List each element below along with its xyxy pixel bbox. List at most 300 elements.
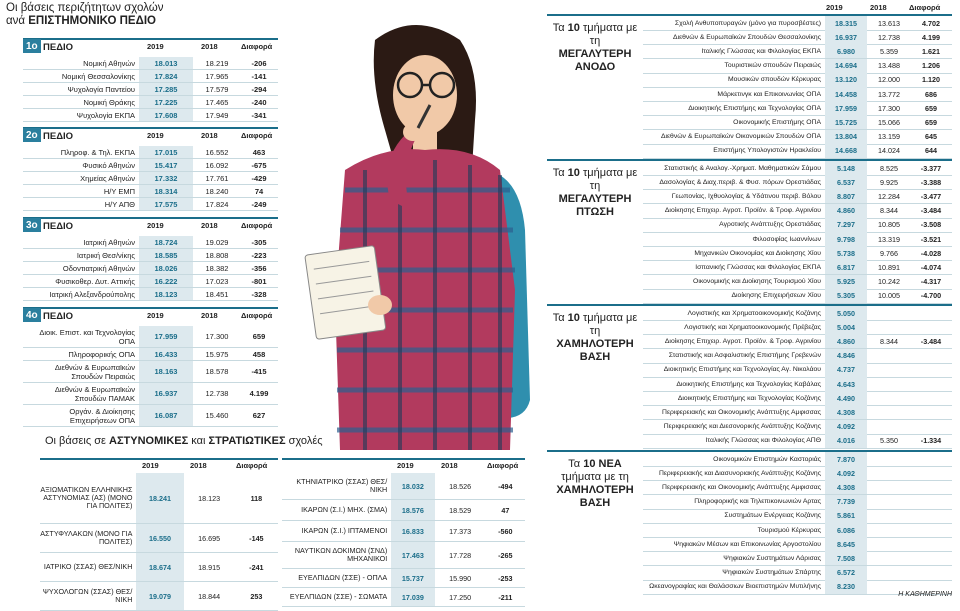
section-label-line1 bbox=[547, 458, 643, 484]
table-row bbox=[643, 260, 952, 275]
field-label: ΠΕΔΙΟ bbox=[43, 131, 74, 142]
col-diff-header: Διαφορά bbox=[241, 221, 273, 230]
score-2018: 12.738 bbox=[205, 389, 229, 398]
score-2018: 8.525 bbox=[880, 163, 898, 173]
table-row bbox=[643, 16, 952, 31]
score-2018: 8.344 bbox=[880, 336, 898, 346]
table-row bbox=[643, 289, 952, 304]
col-diff-header: Διαφορά bbox=[909, 3, 941, 12]
table-row bbox=[282, 521, 525, 542]
col-diff-header: Διαφορά bbox=[241, 42, 273, 51]
score-diff: 463 bbox=[252, 147, 266, 157]
col-diff-header: Διαφορά bbox=[241, 131, 273, 140]
section-label-b1: ΧΑΜΗΛΟΤΕΡΗ bbox=[556, 338, 634, 350]
police-header bbox=[40, 458, 278, 473]
table-row bbox=[23, 262, 278, 275]
score-2019: 9.798 bbox=[825, 232, 867, 246]
score-2019: 17.463 bbox=[391, 542, 434, 568]
score-diff: 686 bbox=[925, 89, 937, 99]
table-row bbox=[643, 334, 952, 349]
field-header bbox=[23, 127, 278, 146]
school-name: Οδοντιατρική Αθηνών bbox=[62, 263, 135, 273]
score-2018: 17.728 bbox=[449, 550, 472, 560]
table-row bbox=[23, 57, 278, 70]
score-diff: -675 bbox=[251, 160, 267, 170]
score-2019: 18.013 bbox=[139, 57, 193, 69]
field-header bbox=[23, 307, 278, 326]
score-2019: 16.222 bbox=[139, 275, 193, 287]
school-name: Αγροτικής Ανάπτυξης Ορεστιάδας bbox=[719, 221, 821, 229]
score-diff: -249 bbox=[251, 199, 267, 209]
score-2019: 17.959 bbox=[139, 326, 193, 347]
score-diff: 118 bbox=[250, 493, 263, 503]
school-name: Διεθνών & Ευρωπαϊκών Σπουδών Θεσσαλονίκης bbox=[673, 33, 821, 41]
score-2018: 10.891 bbox=[878, 262, 900, 272]
score-2019: 5.925 bbox=[825, 275, 867, 289]
score-2018: 13.488 bbox=[878, 61, 900, 71]
table-row bbox=[23, 236, 278, 249]
score-diff: -3.377 bbox=[920, 163, 942, 173]
score-2019: 4.737 bbox=[825, 363, 867, 377]
section-label bbox=[547, 458, 643, 510]
score-2019: 4.016 bbox=[825, 434, 867, 448]
score-2018: 17.949 bbox=[205, 110, 229, 120]
score-2019: 5.738 bbox=[825, 246, 867, 260]
school-name: Μηχανικών Οικονομίας και Διοίκησης Χίου bbox=[694, 249, 821, 257]
score-2018: 5.350 bbox=[880, 436, 898, 446]
score-diff: -3.508 bbox=[920, 220, 942, 230]
school-name: Ιατρική Αθηνών bbox=[83, 237, 135, 247]
table-row bbox=[643, 420, 952, 435]
score-2019: 16.937 bbox=[139, 383, 193, 404]
school-name: Γεωπονίας, Ιχθυολογίας & Υδάτινου περιβ. Βόλου bbox=[671, 192, 821, 200]
score-2018: 17.250 bbox=[449, 592, 472, 602]
table-row bbox=[23, 288, 278, 301]
score-2018: 16.552 bbox=[205, 147, 229, 157]
score-diff: 253 bbox=[250, 591, 263, 601]
school-name: Ισπανικής Γλώσσας και Φιλολογίας ΕΚΠΑ bbox=[695, 263, 821, 271]
table-row bbox=[282, 473, 525, 500]
score-2019: 15.725 bbox=[825, 115, 867, 129]
school-name: Η/Υ ΕΜΠ bbox=[103, 186, 135, 196]
score-diff: -3.477 bbox=[920, 191, 942, 201]
section-label-b1: ΜΕΓΑΛΥΤΕΡΗ bbox=[558, 193, 632, 205]
school-name: Λογιστικής και Χρηματοοικονομικής Κοζάνης bbox=[687, 309, 821, 317]
score-2019: 18.314 bbox=[139, 185, 193, 197]
score-diff: 47 bbox=[501, 505, 510, 515]
score-diff: -4.074 bbox=[920, 262, 942, 272]
score-2018: 17.300 bbox=[205, 332, 229, 341]
score-diff: 1.621 bbox=[922, 46, 940, 56]
score-diff: -141 bbox=[251, 71, 267, 81]
table-row bbox=[643, 59, 952, 74]
field-table bbox=[23, 307, 278, 427]
score-2019: 18.032 bbox=[391, 473, 434, 499]
score-2019: 4.092 bbox=[825, 420, 867, 434]
score-2019: 13.804 bbox=[825, 130, 867, 144]
score-2019: 6.980 bbox=[825, 44, 867, 58]
score-2019: 5.861 bbox=[825, 509, 867, 523]
score-diff: 659 bbox=[925, 117, 937, 127]
score-2018: 13.613 bbox=[878, 18, 900, 28]
table-row bbox=[643, 161, 952, 176]
police-title: Οι βάσεις σε ΑΣΤΥΝΟΜΙΚΕΣ και ΣΤΡΑΤΙΩΤΙΚΕΣ σχολές bbox=[45, 435, 323, 447]
col-2018-header: 2018 bbox=[201, 311, 218, 320]
score-2019: 6.572 bbox=[825, 566, 867, 580]
section-label-b1: ΧΑΜΗΛΟΤΕΡΗ bbox=[556, 484, 634, 496]
field-table bbox=[23, 217, 278, 301]
score-diff: -429 bbox=[251, 173, 267, 183]
score-2019: 7.508 bbox=[825, 551, 867, 565]
table-row bbox=[282, 542, 525, 569]
school-name: Διοικητικής Επιστήμης και Τεχνολογίας ΟΠΑ bbox=[688, 104, 821, 112]
col-2019-header: 2019 bbox=[397, 461, 414, 470]
school-name: Διοίκησης Επιχειρήσεων Χίου bbox=[731, 292, 821, 300]
table-row bbox=[40, 553, 278, 582]
school-name: Ωκεανογραφίας και Θαλάσσιων Βιοεπιστημών Μυτιλήνης bbox=[649, 583, 821, 591]
score-2019: 17.015 bbox=[139, 146, 193, 158]
score-2018: 18.915 bbox=[198, 562, 221, 572]
score-2019: 19.079 bbox=[136, 582, 183, 610]
score-2018: 18.844 bbox=[198, 591, 221, 601]
col-2019-header: 2019 bbox=[147, 131, 164, 140]
score-2018: 5.359 bbox=[880, 46, 898, 56]
col-diff-header: Διαφορά bbox=[487, 461, 519, 470]
score-diff: 659 bbox=[925, 103, 937, 113]
school-name: Περιφερειακής και Διεσονορικής Ανάπτυξης Κοζάνης bbox=[663, 423, 821, 431]
field-label: ΠΕΔΙΟ bbox=[43, 42, 74, 53]
score-2019: 8.807 bbox=[825, 189, 867, 203]
score-2018: 17.965 bbox=[205, 71, 229, 81]
section-label-pre: Τα bbox=[552, 312, 568, 324]
section-label-b2: ΒΑΣΗ bbox=[579, 497, 611, 509]
col-2019-header: 2019 bbox=[147, 311, 164, 320]
score-2019: 16.433 bbox=[139, 348, 193, 360]
score-2019: 18.026 bbox=[139, 262, 193, 274]
police-left-table bbox=[40, 458, 278, 611]
section-label-b2: ΠΤΩΣΗ bbox=[576, 206, 614, 218]
score-2018: 17.300 bbox=[878, 103, 900, 113]
school-name: Ψυχολογία Παντείου bbox=[67, 84, 135, 94]
score-diff: -145 bbox=[249, 533, 264, 543]
score-diff: 4.199 bbox=[922, 32, 940, 42]
score-diff: -1.334 bbox=[920, 436, 942, 446]
score-diff: -341 bbox=[251, 110, 267, 120]
score-2019: 15.737 bbox=[391, 569, 434, 587]
score-diff: 659 bbox=[252, 332, 266, 341]
score-2018: 13.319 bbox=[878, 234, 900, 244]
table-row bbox=[643, 275, 952, 290]
score-diff: 645 bbox=[925, 132, 937, 142]
score-2018: 15.990 bbox=[449, 573, 472, 583]
school-name: ΝΑΥΤΙΚΩΝ ΔΟΚΙΜΩΝ (ΣΝΔ) ΜΗΧΑΝΙΚΟΙ bbox=[294, 546, 388, 563]
table-row bbox=[643, 551, 952, 566]
score-2018: 16.092 bbox=[205, 160, 229, 170]
school-name: Οικονομικών Επιστημών Καστοριάς bbox=[713, 455, 821, 463]
school-name: ΙΑΤΡΙΚΟ (ΣΣΑΣ) ΘΕΣ/ΝΙΚΗ bbox=[43, 562, 133, 571]
score-2018: 18.219 bbox=[205, 58, 229, 68]
main-title-line1: Οι βάσεις περιζήτητων σχολών bbox=[6, 2, 164, 14]
table-row bbox=[643, 377, 952, 392]
score-2019: 13.120 bbox=[825, 73, 867, 87]
score-diff: -223 bbox=[251, 250, 267, 260]
school-name: ΙΚΑΡΩΝ (Σ.Ι.) ΙΠΤΑΜΕΝΟΙ bbox=[301, 526, 388, 535]
table-row bbox=[643, 480, 952, 495]
table-row bbox=[23, 70, 278, 83]
school-name: Ψηφιακών Μέσων και Επικοινωνίας Αργοστολίου bbox=[673, 540, 821, 548]
school-name: ΕΥΕΛΠΙΔΩΝ (ΣΣΕ) - ΟΠΛΑ bbox=[298, 573, 388, 582]
school-name: Διοικ. Επιστ. και Τεχνολογίας ΟΠΑ bbox=[39, 327, 135, 346]
score-diff: -241 bbox=[249, 562, 264, 572]
table-row bbox=[643, 189, 952, 204]
school-name: Φυσικοθερ. Δυτ. Αττικής bbox=[55, 276, 135, 286]
school-name: Πληροφορικής ΟΠΑ bbox=[68, 349, 135, 359]
score-2019: 18.724 bbox=[139, 236, 193, 248]
school-name: Ιατρική Αλεξανδρούπολης bbox=[49, 289, 135, 299]
score-2018: 17.579 bbox=[205, 84, 229, 94]
publisher-footer: Η ΚΑΘΗΜΕΡΙΝΗ bbox=[898, 591, 952, 598]
table-row bbox=[643, 405, 952, 420]
score-diff: -801 bbox=[251, 276, 267, 286]
school-name: ΨΥΧΟΛΟΓΩΝ (ΣΣΑΣ) ΘΕΣ/ΝΙΚΗ bbox=[42, 587, 133, 604]
school-name: Μάρκετινγκ και Επικοινωνίας ΟΠΑ bbox=[717, 90, 821, 98]
table-row bbox=[643, 509, 952, 524]
police-header bbox=[282, 458, 525, 473]
score-2019: 18.315 bbox=[825, 16, 867, 30]
score-2019: 4.860 bbox=[825, 204, 867, 218]
school-name: Οικονομικής Επιστήμης ΟΠΑ bbox=[733, 118, 821, 126]
school-name: Διοίκησης Επιχειρ. Αγροτ. Προϊόν. & Τροφ. Αγρινίου bbox=[664, 207, 821, 215]
table-row bbox=[643, 391, 952, 406]
col-2018-header: 2018 bbox=[870, 3, 887, 12]
section-label-b1: ΜΕΓΑΛΥΤΕΡΗ bbox=[558, 48, 632, 60]
score-diff: -3.521 bbox=[920, 234, 942, 244]
table-row bbox=[23, 96, 278, 109]
school-name: Ψυχολογία ΕΚΠΑ bbox=[76, 110, 135, 120]
section-label-num: 10 bbox=[567, 167, 580, 179]
col-2019-header: 2019 bbox=[147, 42, 164, 51]
score-2019: 18.163 bbox=[139, 361, 193, 382]
school-name: Νομική Θεσσαλονίκης bbox=[61, 71, 135, 81]
score-diff: -4.317 bbox=[920, 277, 942, 287]
field-header bbox=[23, 38, 278, 57]
table-row bbox=[40, 524, 278, 553]
score-diff: -211 bbox=[498, 592, 513, 602]
score-2019: 4.092 bbox=[825, 466, 867, 480]
school-name: Οργάν. & Διοίκησης Επιχειρήσεων ΟΠΑ bbox=[69, 406, 135, 425]
table-row bbox=[282, 588, 525, 607]
score-2019: 6.537 bbox=[825, 175, 867, 189]
field-badge: 4ο bbox=[23, 308, 41, 322]
table-row bbox=[643, 566, 952, 581]
school-name: Διεθνών & Ευρωπαϊκών Σπουδών ΠΑΜΑΚ bbox=[54, 384, 135, 403]
field-label: ΠΕΔΙΟ bbox=[43, 311, 74, 322]
score-2019: 17.332 bbox=[139, 172, 193, 184]
score-2019: 7.870 bbox=[825, 452, 867, 466]
school-name: ΙΚΑΡΩΝ (Σ.Ι.) ΜΗΧ. (ΣΜΑ) bbox=[301, 505, 388, 514]
school-name: Τουριστικών σπουδών Πειραιώς bbox=[724, 62, 821, 70]
score-2019: 16.550 bbox=[136, 524, 183, 552]
score-2019: 4.846 bbox=[825, 349, 867, 363]
section-label-mid: τμήματα με τη bbox=[579, 22, 638, 47]
section-label-num: 10 bbox=[567, 22, 580, 34]
score-2018: 18.578 bbox=[205, 367, 229, 376]
score-2018: 19.029 bbox=[205, 237, 229, 247]
table-row bbox=[643, 232, 952, 247]
school-name: Ψηφιακών Συστημάτων Σπάρτης bbox=[722, 569, 821, 577]
table-row bbox=[40, 582, 278, 611]
school-name: Διοικητικής Επιστήμης και Τεχνολογίας Κοζάνης bbox=[677, 394, 821, 402]
score-diff: -494 bbox=[498, 481, 513, 491]
score-2018: 17.761 bbox=[205, 173, 229, 183]
score-diff: -415 bbox=[251, 367, 267, 376]
school-name: Διοικητικής Επιστήμης και Τεχνολογίας Καβάλας bbox=[676, 380, 821, 388]
school-name: Στατιστικής & Αναλογ.-Χρηματ. Μαθηματικών Σάμου bbox=[664, 164, 821, 172]
table-row bbox=[23, 275, 278, 288]
section-label-mid: τμήματα με τη bbox=[561, 471, 629, 483]
section-label-b2: ΒΑΣΗ bbox=[579, 351, 611, 363]
score-2018: 18.382 bbox=[205, 263, 229, 273]
score-2018: 9.766 bbox=[880, 248, 898, 258]
school-name: Ιταλικής Γλώσσας και Φιλολογίας ΕΚΠΑ bbox=[701, 47, 821, 55]
score-2019: 6.817 bbox=[825, 260, 867, 274]
score-2019: 5.004 bbox=[825, 320, 867, 334]
score-2018: 10.805 bbox=[878, 220, 900, 230]
school-name: Φυσικό Αθηνών bbox=[82, 160, 135, 170]
score-2019: 6.086 bbox=[825, 523, 867, 537]
score-diff: 458 bbox=[252, 349, 266, 359]
score-2019: 5.305 bbox=[825, 289, 867, 303]
table-row bbox=[643, 523, 952, 538]
section-label-num: 10 ΝΕΑ bbox=[583, 458, 622, 470]
school-name: ΑΣΤΥΦΥΛΑΚΩΝ (ΜΟΝΟ ΓΙΑ ΠΟΛΙΤΕΣ) bbox=[40, 529, 133, 546]
score-2018: 15.975 bbox=[205, 349, 229, 359]
score-diff: 4.199 bbox=[249, 389, 269, 398]
score-2019: 17.575 bbox=[139, 198, 193, 210]
school-name: Ψηφιακών Συστημάτων Λάρισας bbox=[723, 554, 821, 562]
section-label-pre: Τα bbox=[552, 167, 568, 179]
col-2018-header: 2018 bbox=[190, 461, 207, 470]
section-label bbox=[547, 312, 643, 364]
col-diff-header: Διαφορά bbox=[241, 311, 273, 320]
table-row bbox=[643, 320, 952, 335]
score-diff: 4.702 bbox=[922, 18, 940, 28]
score-diff: 644 bbox=[925, 146, 937, 156]
score-2019: 8.230 bbox=[825, 580, 867, 594]
school-name: Ιταλικής Γλώσσας και Φιλολογίας ΑΠΘ bbox=[705, 437, 821, 445]
score-2018: 13.159 bbox=[878, 132, 900, 142]
school-name: Νομική Αθηνών bbox=[83, 58, 135, 68]
score-diff: -294 bbox=[251, 84, 267, 94]
score-2019: 14.668 bbox=[825, 144, 867, 158]
score-2019: 14.458 bbox=[825, 87, 867, 101]
score-diff: -265 bbox=[498, 550, 513, 560]
score-2019: 18.123 bbox=[139, 288, 193, 300]
table-row bbox=[23, 109, 278, 122]
table-row bbox=[23, 185, 278, 198]
score-diff: -356 bbox=[251, 263, 267, 273]
score-2019: 14.694 bbox=[825, 59, 867, 73]
right-header bbox=[643, 3, 952, 15]
school-name: Δασολογίας & Διαχ.περιβ. & Φυσ. πόρων Ορεστιάδας bbox=[659, 178, 821, 186]
table-row bbox=[23, 146, 278, 159]
score-2019: 18.241 bbox=[136, 473, 183, 523]
score-2019: 18.674 bbox=[136, 553, 183, 581]
table-row bbox=[23, 361, 278, 383]
score-2019: 5.148 bbox=[825, 161, 867, 175]
table-row bbox=[23, 326, 278, 348]
score-2019: 17.959 bbox=[825, 101, 867, 115]
score-2019: 17.285 bbox=[139, 83, 193, 95]
table-row bbox=[643, 466, 952, 481]
table-row bbox=[643, 30, 952, 45]
table-row bbox=[643, 495, 952, 510]
score-2019: 18.576 bbox=[391, 500, 434, 520]
school-name: Διεθνών & Ευρωπαϊκών Σπουδών Πειραιώς bbox=[54, 362, 135, 381]
score-2018: 17.023 bbox=[205, 276, 229, 286]
table-row bbox=[643, 44, 952, 59]
score-2018: 18.808 bbox=[205, 250, 229, 260]
section-label-b2: ΑΝΟΔΟ bbox=[574, 61, 616, 73]
score-diff: -328 bbox=[251, 289, 267, 299]
school-name: Συστημάτων Ενέργειας Κοζάνης bbox=[724, 512, 821, 520]
field-table bbox=[23, 38, 278, 122]
score-2018: 12.000 bbox=[878, 75, 900, 85]
table-row bbox=[643, 452, 952, 467]
school-name: ΚΤΗΝΙΑΤΡΙΚΟ (ΣΣΑΣ) ΘΕΣ/ΝΙΚΗ bbox=[296, 477, 388, 494]
school-name: Περιφερειακής και Οικονομικής Ανάπτυξης Αμφισσας bbox=[662, 483, 821, 491]
school-name: Λογιστικής και Χρηματοοικονομικής Πρέβεζας bbox=[684, 323, 821, 331]
score-diff: -4.700 bbox=[920, 291, 942, 301]
table-row bbox=[23, 348, 278, 361]
score-2018: 18.526 bbox=[449, 481, 472, 491]
table-row bbox=[282, 569, 525, 588]
field-badge: 2ο bbox=[23, 128, 41, 142]
field-badge: 3ο bbox=[23, 218, 41, 232]
table-row bbox=[643, 363, 952, 378]
score-2018: 18.529 bbox=[449, 505, 472, 515]
table-row bbox=[643, 144, 952, 159]
score-diff: 1.206 bbox=[922, 61, 940, 71]
score-2018: 18.240 bbox=[205, 186, 229, 196]
score-2019: 17.225 bbox=[139, 96, 193, 108]
table-row bbox=[643, 537, 952, 552]
score-diff: 627 bbox=[252, 411, 266, 420]
school-name: Στατιστικής και Ασφαλιστικής Επιστήμης Γρεβενών bbox=[668, 352, 821, 360]
col-2018-header: 2018 bbox=[201, 221, 218, 230]
score-2018: 8.344 bbox=[880, 206, 898, 216]
school-name: Φιλοσοφίας Ιωαννίνων bbox=[752, 235, 821, 243]
table-row bbox=[23, 405, 278, 427]
score-2019: 17.039 bbox=[391, 588, 434, 606]
score-2019: 4.308 bbox=[825, 480, 867, 494]
school-name: Νομική Θράκης bbox=[83, 97, 135, 107]
table-row bbox=[643, 101, 952, 116]
score-diff: -3.388 bbox=[920, 177, 942, 187]
table-row bbox=[23, 83, 278, 96]
table-row bbox=[282, 500, 525, 521]
table-row bbox=[23, 249, 278, 262]
table-row bbox=[643, 130, 952, 145]
school-name: Τουρισμού Κέρκυρας bbox=[757, 526, 821, 534]
main-title bbox=[6, 2, 276, 28]
school-name: ΑΞΙΩΜΑΤΙΚΩΝ ΕΛΛΗΝΙΚΗΣ ΑΣΤΥΝΟΜΙΑΣ (ΑΣ) (ΜΟΝΟ ΓΙΑ ΠΟΛΙΤΕΣ) bbox=[40, 485, 133, 510]
school-name: Πληροφ. & Τηλ. ΕΚΠΑ bbox=[60, 147, 135, 157]
score-2018: 10.005 bbox=[878, 291, 900, 301]
score-2018: 18.123 bbox=[198, 493, 221, 503]
score-2019: 5.050 bbox=[825, 306, 867, 320]
score-2019: 4.860 bbox=[825, 334, 867, 348]
